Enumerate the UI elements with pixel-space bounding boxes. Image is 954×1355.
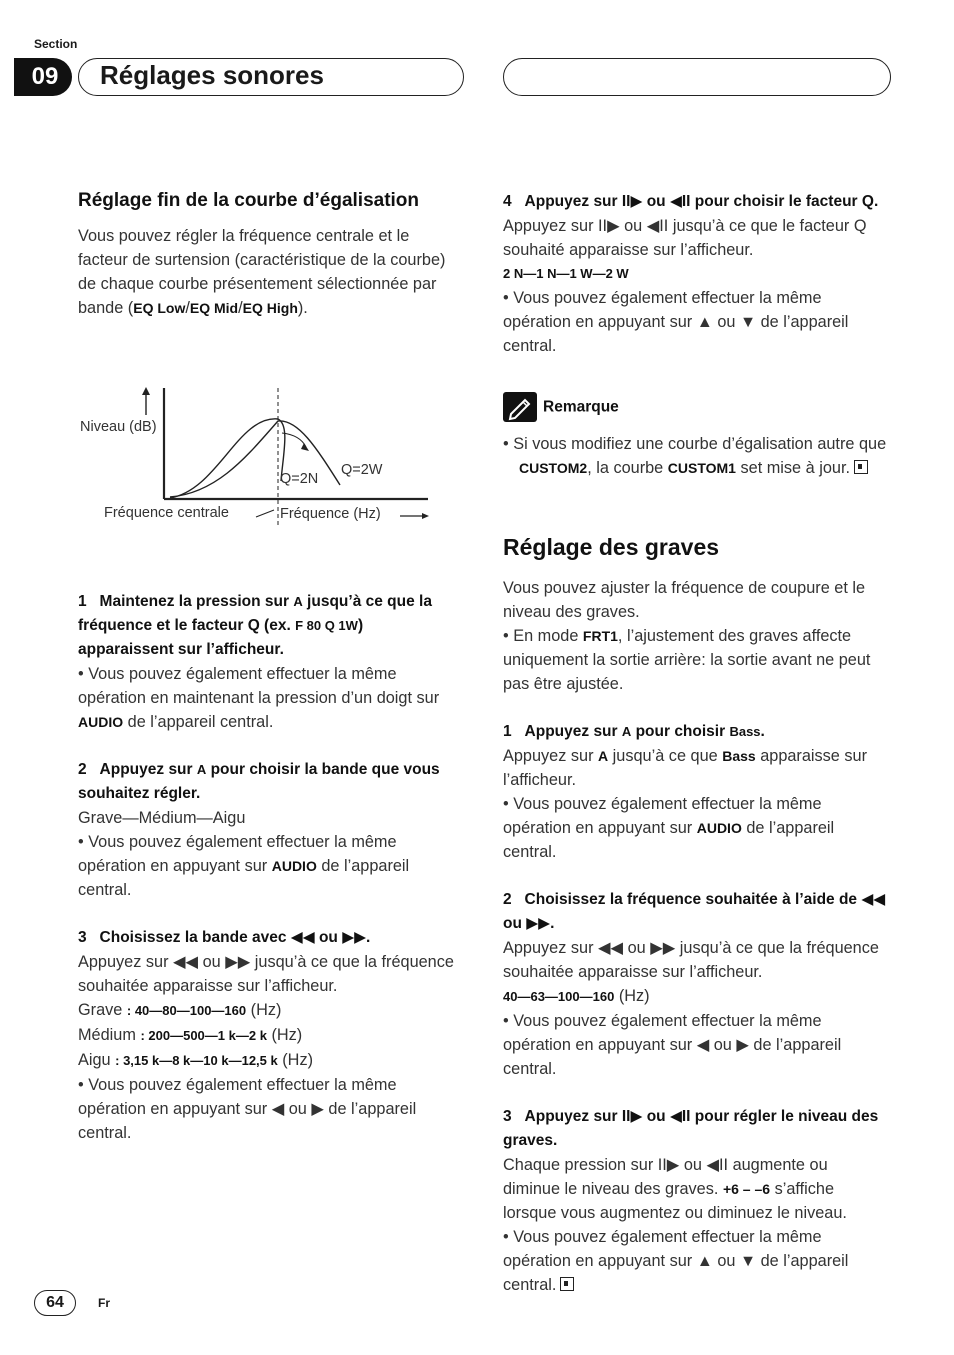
bass-bullet: • En mode FRT1, l’ajustement des graves affecte uniquement la sortie arrière: la sortie avant ne peut pas être ajustée. bbox=[503, 627, 871, 693]
end-mark-icon bbox=[560, 1277, 574, 1291]
q-wide-label: Q=2W bbox=[341, 462, 383, 478]
note-pencil-icon bbox=[503, 392, 537, 422]
bass-step-3-body: Chaque pression sur II▶ ou ◀II augmente ou diminue le niveau des graves. +6 – –6 s’affiche lorsque vous augmentez ou diminuez le niveau. bbox=[503, 1156, 847, 1222]
right-column bbox=[503, 190, 888, 1297]
eq-fine-heading: Réglage fin de la courbe d’égalisation bbox=[78, 190, 420, 211]
bass-step-2-bullet: • Vous pouvez également effectuer la même opération en appuyant sur ◀ ou ▶ de l’appareil central. bbox=[503, 1012, 842, 1078]
title-frame-empty bbox=[503, 58, 891, 96]
step-3-aigu: Aigu : 3,15 k—8 k—10 k—12,5 k (Hz) bbox=[78, 1051, 314, 1069]
eq-curve-diagram bbox=[78, 385, 448, 530]
eq-fine-intro: Vous pouvez régler la fréquence centrale et le facteur de surtension (caractéristique de la courbe) de chaque courbe présentement sélectionnée par bande (EQ Low/EQ Mid/EQ High). bbox=[78, 227, 446, 317]
q-narrow-label: Q=2N bbox=[280, 471, 319, 487]
remark-label: Remarque bbox=[543, 398, 619, 416]
step-3-bullet: • Vous pouvez également effectuer la même opération en appuyant sur ◀ ou ▶ de l’appareil central. bbox=[78, 1076, 417, 1142]
bass-step-1-body: Appuyez sur A jusqu’à ce que Bass apparaisse sur l’afficheur. bbox=[503, 747, 868, 789]
x-axis-label: Fréquence (Hz) bbox=[280, 506, 381, 522]
step-3-title: 3 Choisissez la bande avec ◀◀ ou ▶▶. bbox=[78, 929, 371, 946]
bass-step-2-title: 2 Choisissez la fréquence souhaitée à l’aide de ◀◀ ou ▶▶. bbox=[503, 891, 886, 932]
end-mark-icon bbox=[854, 460, 868, 474]
left-steps bbox=[78, 590, 463, 1145]
eq-fine-section bbox=[78, 188, 463, 320]
step-3-body: Appuyez sur ◀◀ ou ▶▶ jusqu’à ce que la fréquence souhaitée apparaisse sur l’afficheur. bbox=[78, 953, 454, 995]
remark-header bbox=[503, 392, 888, 422]
bass-step-3-title: 3 Appuyez sur II▶ ou ◀II pour régler le niveau des graves. bbox=[503, 1108, 879, 1149]
eq-high-label: EQ High bbox=[242, 300, 298, 316]
bass-step-2-values: 40—63—100—160 (Hz) bbox=[503, 987, 650, 1005]
step-1-bullet: • Vous pouvez également effectuer la même opération en maintenant la pression d’un doigt sur AUDIO de l’appareil central. bbox=[78, 665, 440, 731]
step-2-bullet: • Vous pouvez également effectuer la même opération en appuyant sur AUDIO de l’appareil central. bbox=[78, 833, 410, 899]
center-frequency-label: Fréquence centrale bbox=[104, 505, 229, 521]
bass-heading: Réglage des graves bbox=[503, 534, 720, 560]
q-arc bbox=[282, 433, 306, 447]
page-number: 64 bbox=[34, 1290, 76, 1316]
step-4-bullet: • Vous pouvez également effectuer la même opération en appuyant sur ▲ ou ▼ de l’appareil central. bbox=[503, 289, 849, 355]
step-1-title: 1 Maintenez la pression sur A jusqu’à ce que la fréquence et le facteur Q (ex. F 80 Q 1W) apparaissent sur l’afficheur. bbox=[78, 593, 432, 658]
bass-step-2-body: Appuyez sur ◀◀ ou ▶▶ jusqu’à ce que la fréquence souhaitée apparaisse sur l’afficheur. bbox=[503, 939, 879, 981]
step-3-grave: Grave : 40—80—100—160 (Hz) bbox=[78, 1001, 282, 1019]
center-label-tick bbox=[256, 510, 274, 517]
bass-step-3-bullet: • Vous pouvez également effectuer la même opération en appuyant sur ▲ ou ▼ de l’appareil central. bbox=[503, 1228, 849, 1294]
step-4-body: Appuyez sur II▶ ou ◀II jusqu’à ce que le facteur Q souhaité apparaisse sur l’afficheur. bbox=[503, 217, 867, 259]
section-label: Section bbox=[34, 37, 78, 51]
step-2-title: 2 Appuyez sur A pour choisir la bande que vous souhaitez régler. bbox=[78, 761, 440, 802]
y-axis-label: Niveau (dB) bbox=[80, 419, 157, 435]
step-4-title: 4 Appuyez sur II▶ ou ◀II pour choisir le facteur Q. bbox=[503, 193, 879, 210]
section-number-badge: 09 bbox=[14, 58, 72, 96]
remark-text: • Si vous modifiez une courbe d’égalisation autre que CUSTOM2, la courbe CUSTOM1 set mise à jour. bbox=[503, 435, 887, 477]
page-title: Réglages sonores bbox=[100, 60, 324, 90]
language-code: Fr bbox=[98, 1296, 110, 1310]
step-4-sequence: 2 N—1 N—1 W—2 W bbox=[503, 266, 629, 281]
eq-low-label: EQ Low bbox=[133, 300, 186, 316]
step-2-sequence: Grave—Médium—Aigu bbox=[78, 809, 246, 827]
eq-mid-label: EQ Mid bbox=[189, 300, 239, 316]
curve-q-narrow bbox=[170, 419, 285, 498]
step-3-medium: Médium : 200—500—1 k—2 k (Hz) bbox=[78, 1026, 303, 1044]
bass-intro: Vous pouvez ajuster la fréquence de coupure et le niveau des graves. bbox=[503, 579, 866, 621]
bass-step-1-title: 1 Appuyez sur A pour choisir Bass. bbox=[503, 723, 765, 740]
bass-step-1-bullet: • Vous pouvez également effectuer la même opération en appuyant sur AUDIO de l’appareil central. bbox=[503, 795, 835, 861]
